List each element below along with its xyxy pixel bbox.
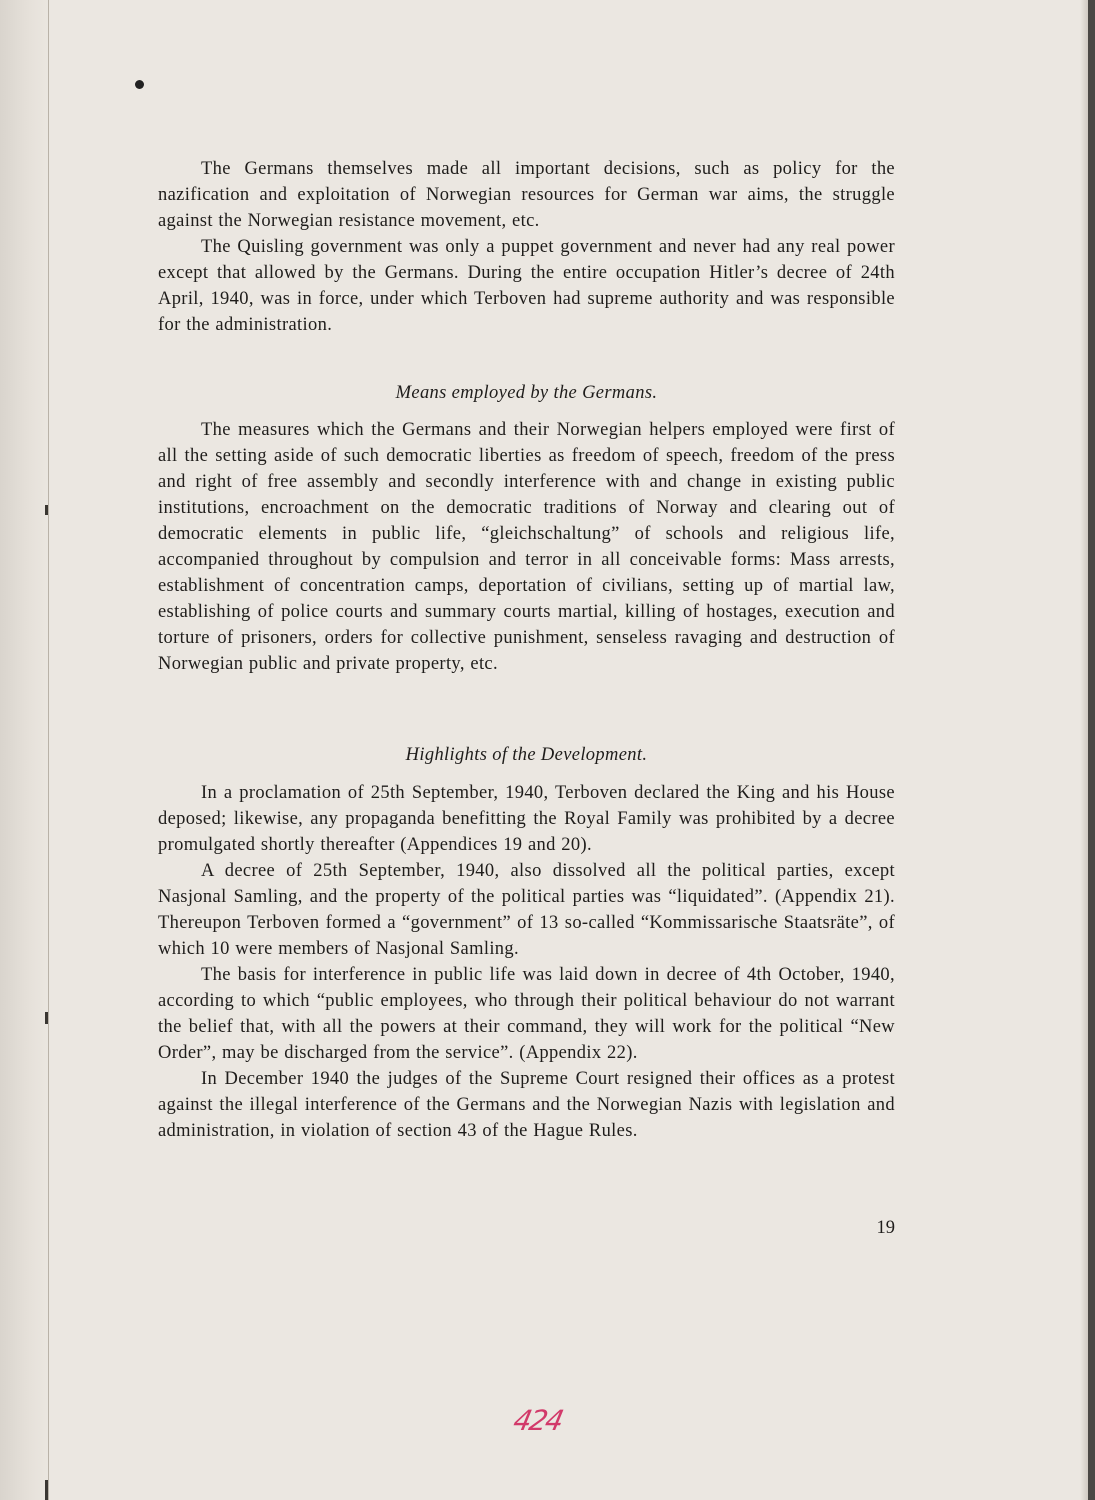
punch-hole (135, 80, 144, 89)
paragraph: The Quisling government was only a puppet government and never had any real power except that allowed by the Germans. During the entire occupation Hitler’s decree of 24th April, 1940, was in force, under which Terboven had supreme authority and was responsible for the administration. (158, 237, 895, 335)
binding-mark (45, 505, 48, 515)
page-number: 19 (876, 1218, 895, 1238)
paragraph: In December 1940 the judges of the Supreme Court resigned their offices as a protest against the illegal interference of the Germans and the Norwegian Nazis with legislation and administration, in violation of section 43 of the Hague Rules. (158, 1069, 895, 1141)
highlights-text (158, 780, 895, 1144)
paragraph: The basis for interference in public life was laid down in decree of 4th October, 1940, according to which “public employees, who through their political behaviour do not warrant the belief that, with all the powers at their command, they will work for the political “New Order”, may be discharged from the service”. (Appendix 22). (158, 965, 895, 1063)
binding-mark (45, 1480, 48, 1500)
paragraph: The Germans themselves made all important decisions, such as policy for the nazification and exploitation of Norwegian resources for German war aims, the struggle against the Norwegian resistance movement, etc. (158, 159, 895, 231)
binding-line (48, 0, 49, 1500)
section-heading: Highlights of the Development. (405, 745, 648, 765)
section-heading: Means employed by the Germans. (395, 383, 658, 403)
paragraph: A decree of 25th September, 1940, also dissolved all the political parties, except Nasjonal Samling, and the property of the political parties was “liquidated”. (Appendix 21). Thereupon Terboven formed a “government” of 13 so-called “Kommissarische Staatsräte”, of which 10 were members of Nasjonal Samling. (158, 861, 895, 959)
handwritten-annotation: 424 (510, 1404, 565, 1437)
binding-shadow (0, 0, 50, 1500)
paragraph: The measures which the Germans and their Norwegian helpers employed were first of all the setting aside of such democratic liberties as freedom of speech, freedom of the press and right of free assembly and secondly interference with and change in existing public institutions, encroachment on the democratic traditions of Norway and clearing out of democratic elements in public life, “gleichschaltung” of schools and religious life, accompanied throughout by compulsion and terror in all conceivable forms: Mass arrests, establishment of concentration camps, deportation of civilians, setting up of martial law, establishing of police courts and summary courts martial, killing of hostages, execution and torture of prisoners, orders for collective punishment, senseless ravaging and destruction of Norwegian public and private property, etc. (158, 420, 895, 674)
means-text (158, 417, 895, 677)
intro-text (158, 156, 895, 338)
binding-mark (45, 1012, 48, 1024)
page-edge (1080, 0, 1088, 1500)
paragraph: In a proclamation of 25th September, 1940, Terboven declared the King and his House deposed; likewise, any propaganda benefitting the Royal Family was prohibited by a decree promulgated shortly thereafter (Appendices 19 and 20). (158, 783, 895, 855)
